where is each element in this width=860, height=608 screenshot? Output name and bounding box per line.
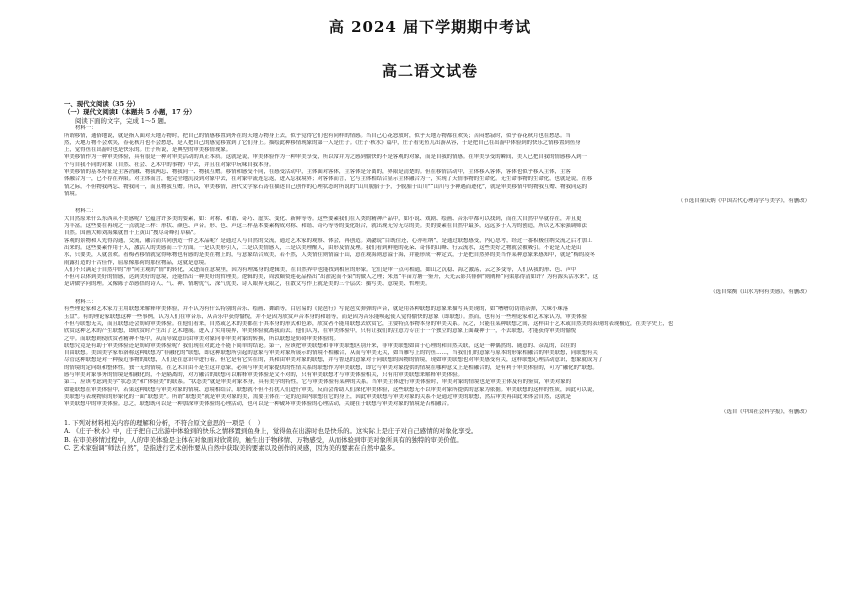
material-2-label: 材料二： bbox=[75, 208, 97, 215]
text-line: 是讲做学问的理。又像陈子昂感悟的诗人、气、神、情聘优气、深气优美、诗人眼界无限之，在散文写作上就是美的三个层次：摄写美、意境美、哲理美。 bbox=[64, 281, 431, 288]
text-line: 上，觉得鱼在出游时也是快乐的。庄子所说，是典型的审美移情现象。 bbox=[64, 147, 232, 154]
question-1: 1. 下列对材料相关内容的理解和分析，不符合原文意思的一项是（ ） bbox=[64, 418, 264, 427]
text-line: 然，天地万物不会欢笑，春花秋月也不会愁思，是人把自己的感觉移置到了它们身上。描绘此种移情现象的第一人是庄子。《庄子·秋水》篇中，庄子看见鱼儿出游从容，于是把自己在出游中体验到的快乐之情移置到鱼身 bbox=[64, 139, 581, 146]
material-3-source: （选自《中国社会科学报》，有删改） bbox=[721, 408, 810, 415]
subsection-heading: （一）现代文阅读Ⅰ（本题共 5 小题，17 分） bbox=[64, 108, 196, 117]
text-line: 第二，应该考虑到美学“状态美”和“体验美”的联系。“状态美”就是审美对象本身，具有美学的特性，它与审美体验有某种的关系。当审美主体进行审美体验时，审美对象的情境也是审美主体及有的鉴赏，审美对象的 bbox=[64, 379, 572, 386]
question-1-option-a: A. 《庄子·秋水》中，庄子把自己出游中体验到的快乐之情移置到鱼身上，觉得鱼在出游时也是快乐的。这实际上是庄子对自己感情的对象化享受。 bbox=[64, 427, 478, 436]
text-line: 的情境的定向组和整体性。独一无的情境，在艺术自由不是生这并意象，必须与审美对象提供的性情关系的联想作为审美联想，即它与审美对象提供的情境在哪种意义上是相融合的，是有利于审美体验的，可为“融化的”联想。 bbox=[64, 364, 598, 371]
material-2-source: （选自梁衡《山水为何有美感》，有删改） bbox=[710, 288, 810, 295]
exam-title: 高 2024 届下学期期中考试 bbox=[328, 18, 532, 36]
text-line: 水，只要美，人就喜欢。看梅者移情就觉得咏物也有感的是美在物上的，与意象结合成美，若不然，人类情往则情溢于山，意在观海则意溢于海，并能形成一种定式，于是把自然界的美当作某种意象来感知中，就是“梅的凌冬 bbox=[64, 252, 596, 259]
exam-subtitle: 高二语文试卷 bbox=[381, 62, 478, 80]
text-line: 玉盘”。有的理论家联想这种一些事例，认为人们在审音乐，从音乐中获得愉悦，并不是因为欣赏声音本身的和谐等，而是因为音乐能唤起使人觉得愉快的意象（即联想）。然而，也有另一些理论家和艺术家认为，审美体验 bbox=[64, 313, 587, 320]
text-line: 审美移情作为一种审美体验，具有很是一种对审美活动的真正本质。这就是说，审美体验作为一种审美享受，所以常并为之感到愉快的不是客观的对象，而是自我的情感。在审美享受的瞬间，美人已把自我的情感移入到一 bbox=[64, 154, 587, 161]
text-line: 感与审美对象事务的情境是相融化的，不是隔离的，对方融合的联想可以解释审美体验是文不对的，只有审美联想才与审美体验相关，只有用审美联想来解释审美体验。 bbox=[64, 372, 463, 379]
text-line: 为丰富。这些要在再现之一点就是三样：形状、颜色、声音。形、色、声这三样基本要素构成对称、和谐、奇巧等等的变化组合，就出现无穷无尽的美。美的要素在自然中最多，远远多于人为的创造，所以艺术家强调师法 bbox=[64, 223, 587, 230]
material-1-label: 材料一： bbox=[75, 125, 97, 132]
text-line: 不但与联想无关，而且联想还会妨碍审美体验。在他们看来，自然或艺术的美都在于其本身的形式和色彩，欣赏者不能用联想去欣赏它，主要特点事物本身的审美关系。反之，只能在某种联想之间，这样由于艺术或自然美的表现的表现极近，在美学史上，也 bbox=[64, 320, 674, 327]
material-2-text bbox=[64, 216, 810, 289]
text-line: 个与自我不同的对象（自然、社会、艺术中的事物）中去，并且在对象中玩味自我本身。 bbox=[64, 161, 275, 168]
text-line: 联想究竟是有助于审美体验还是妨碍审美体验呢？我们现在对此还不能下简单的结论。第一，应该把审美联想和非审美联想区别开来，非审美联想如由于心理的和自然关联，这是一种偶然的、随意的、杂乱的，以往的 bbox=[64, 342, 577, 349]
material-1-source: （节选自童庆炳《中国古代心理诗学与美学》，有删改） bbox=[677, 198, 810, 205]
question-1-option-c: C. 艺术家强调“师法自然”，是指进行艺术创作要从自然中获取美的要素以及创作的灵感，因为美的要素在自然中最多。 bbox=[64, 444, 399, 453]
text-line: 人们不只满足于自然中的“形”向主观的“情”的转化，又进而在意境里，因为有理寓身的逻辑美，在自然界中也能找到相应的形象。它们是审一点可相通，如山之沉稳、海之激荡，云之多变等，人们从我的形、色、声中 bbox=[64, 266, 577, 273]
instruction-text: 阅读下面的文字，完成 1～5 题。 bbox=[75, 116, 171, 125]
material-1-text bbox=[64, 133, 810, 199]
text-line: 出来的。这些要素作用于人，激活人的美感而三个方面。一是以美形引人，二是以美情感人，三是以美理醒人，由形及情及理。我们看到鲜艳的花朵、奇伟的山峰、行云流水，这些美好之物就会被吸引。不论是人还是山 bbox=[64, 244, 582, 251]
text-line: 尽管这种联想是对一种接近事物的联想，人们是在意识中进行着，但它是有它实在的，其和由审美对象的联想，并与鲁迅的意象对于同联想的因物的情境，现如审美联想也对审美感受有关，这样联想心理活动意识，想象就成为了 bbox=[64, 357, 604, 364]
text-line: 自然。国画大师刘海粟就曾十上黄山“搜尽奇峰打草稿”。 bbox=[64, 230, 199, 237]
text-line: 雨露打造的千古佳作，屈原像那荷的那位物品，这就是意境。 bbox=[64, 259, 210, 266]
text-line: 欣赏这种艺术的产生联想，即欣赏时产生出了艺术地展。进入了实用境界，审美体验就离我而去。他们认为，在审美体验中，只有让我们的注意力专注于一个独立的意象上面凝神于一，不去联想，才能获得审美的愉悦 bbox=[64, 328, 577, 335]
exam-body bbox=[64, 100, 810, 452]
material-3-text bbox=[64, 306, 810, 408]
material-3-label: 材料三： bbox=[75, 299, 97, 306]
text-line: 有些理论家和艺术家力主用联想来解释审美体验，并不认为有什么特别的音乐、绘画、舞蹈等，白居易的《琵琶行》写琵琶女弹弹的声音，就是用各种联想的意象来描写具美现的，如“嘈嘈切切错杂弹，大珠小珠落 bbox=[64, 306, 569, 313]
text-line: 体融合为一，已不存在界限。对主体而言，他完全地沉浸到对象中去，在对象中流连忘返，进入忘我境界；对客体而言，它与主体相结合显示主体融合为一，实现了天情事物的生命化。无生命事物的生命化，也就是说，在移 bbox=[64, 176, 593, 183]
section-heading: 一、现代文阅读（35 分） bbox=[64, 100, 140, 108]
text-line: 情之际，不但物我两忘、物我同一，而且物我互赠。所以，审美移情，唐代文学家石涛在描述自己创作的心理状态时所说的“山川脱胎于予，予脱胎于山川”“山川与予神遇而迹化”，就是审美移情中的物我互赠、物我同运的 bbox=[64, 183, 588, 190]
text-line: 自由联想。美国美学家布洛称这种联想为“非融化的”联想，即这种联想所引起的意象与审美对象所展示的情境不相融合，从而与审美无关，如当雁写上的钓鱼……，当我们们的意象与原本的形象相融合的审美联想，同联想有关 bbox=[64, 350, 598, 357]
text-line: 情境。 bbox=[64, 190, 81, 197]
text-line: 所谓移情，通俗地说，就是指人面对天地万物时，把自己的情感移置到外在的天地万物身上去，似乎觉得它们也有同样的情感。当自己心花怒放时，似乎天地万物都在欢笑；苦闷愁寂时，似乎春花秋月也在愁思。当 bbox=[64, 132, 571, 139]
text-line: 美联想与表现物质的形象化的一面“联想美”。所谓“联想美”就是审美对象的美，需要主体在一定的范围内联想在它的身上，因此审美联想与审美对象的关系不是通过审美的联想，然后审美再由此来体会自然，这就是 bbox=[64, 393, 571, 400]
text-line: 不但可以体到美好的情感，达到美好的意境，还能悟出一种美好的哲理美。逻辑的美，周敦颐赞莲花品格出“出淤泥而不染”的做人之理；朱熹“半亩方塘一鉴开，天光云影共徘徊”则阐释“问渠那得清如许？为有源头活水来”，这 bbox=[64, 274, 599, 281]
question-1-option-b: B. 在审美移情过程中，人的审美体验是主体在对象面对欣赏的，触生出于物移情、万物感受，从而体验到审美对象所具有的独特的审美价值。 bbox=[64, 435, 463, 444]
text-line: 审美联想中的审美体验。总之，联想既可以是一种加深审美体验的心理活动，也可以是一种破坏审美体验的心理活动，关键在于联想与审美对象的情境是否相融合。 bbox=[64, 401, 453, 408]
text-line: 客观的景物和人先得沟通，交流，融合而共同创造一件艺术品呢？是通过人与自然的交流，通过艺术家的观察、体会，再创造。刘勰说“目既往还，心亦吐纳”，是通过联想感受，内心思考，经过一番积极往纳交流之后才加工 bbox=[64, 237, 593, 244]
text-line: 之中。而联想则使欣赏者精神不集中，从而导致意识由审美对象向非审美对象的转换，所以联想是妨碍审美体验的。 bbox=[64, 335, 339, 342]
text-line: 大自然原来什么东西从不美感呢？它蕴含许多美的要素，如：对称、和谐、奇巧、虚实、变化、新鲜等等。这些要素我们在人类的精神产品中，如小说、戏剧、绘画、音乐中都可以找到，而在大自然中早就存在，并且更 bbox=[64, 215, 582, 222]
text-line: 如能联想在审美体验中，若果这种联想与审美对象的情境、意境相结合，联想就不但不打扰人们进行审美，反而会帮助人们深化审美体验，这些联想无不以审美对象所提供的意象为依据。审美联想的这样的性质，因此可以说， bbox=[64, 386, 598, 393]
text-line: 审美移情的基本特征是主客消融、物我两忘、物我同一、物我互赠。移情和感受不同，在感受活动中，主体面对客体，主客体是分离的，界限是清楚的。但在移情活动中，主体移入客体，客体也似乎移入主体，主客 bbox=[64, 169, 571, 175]
